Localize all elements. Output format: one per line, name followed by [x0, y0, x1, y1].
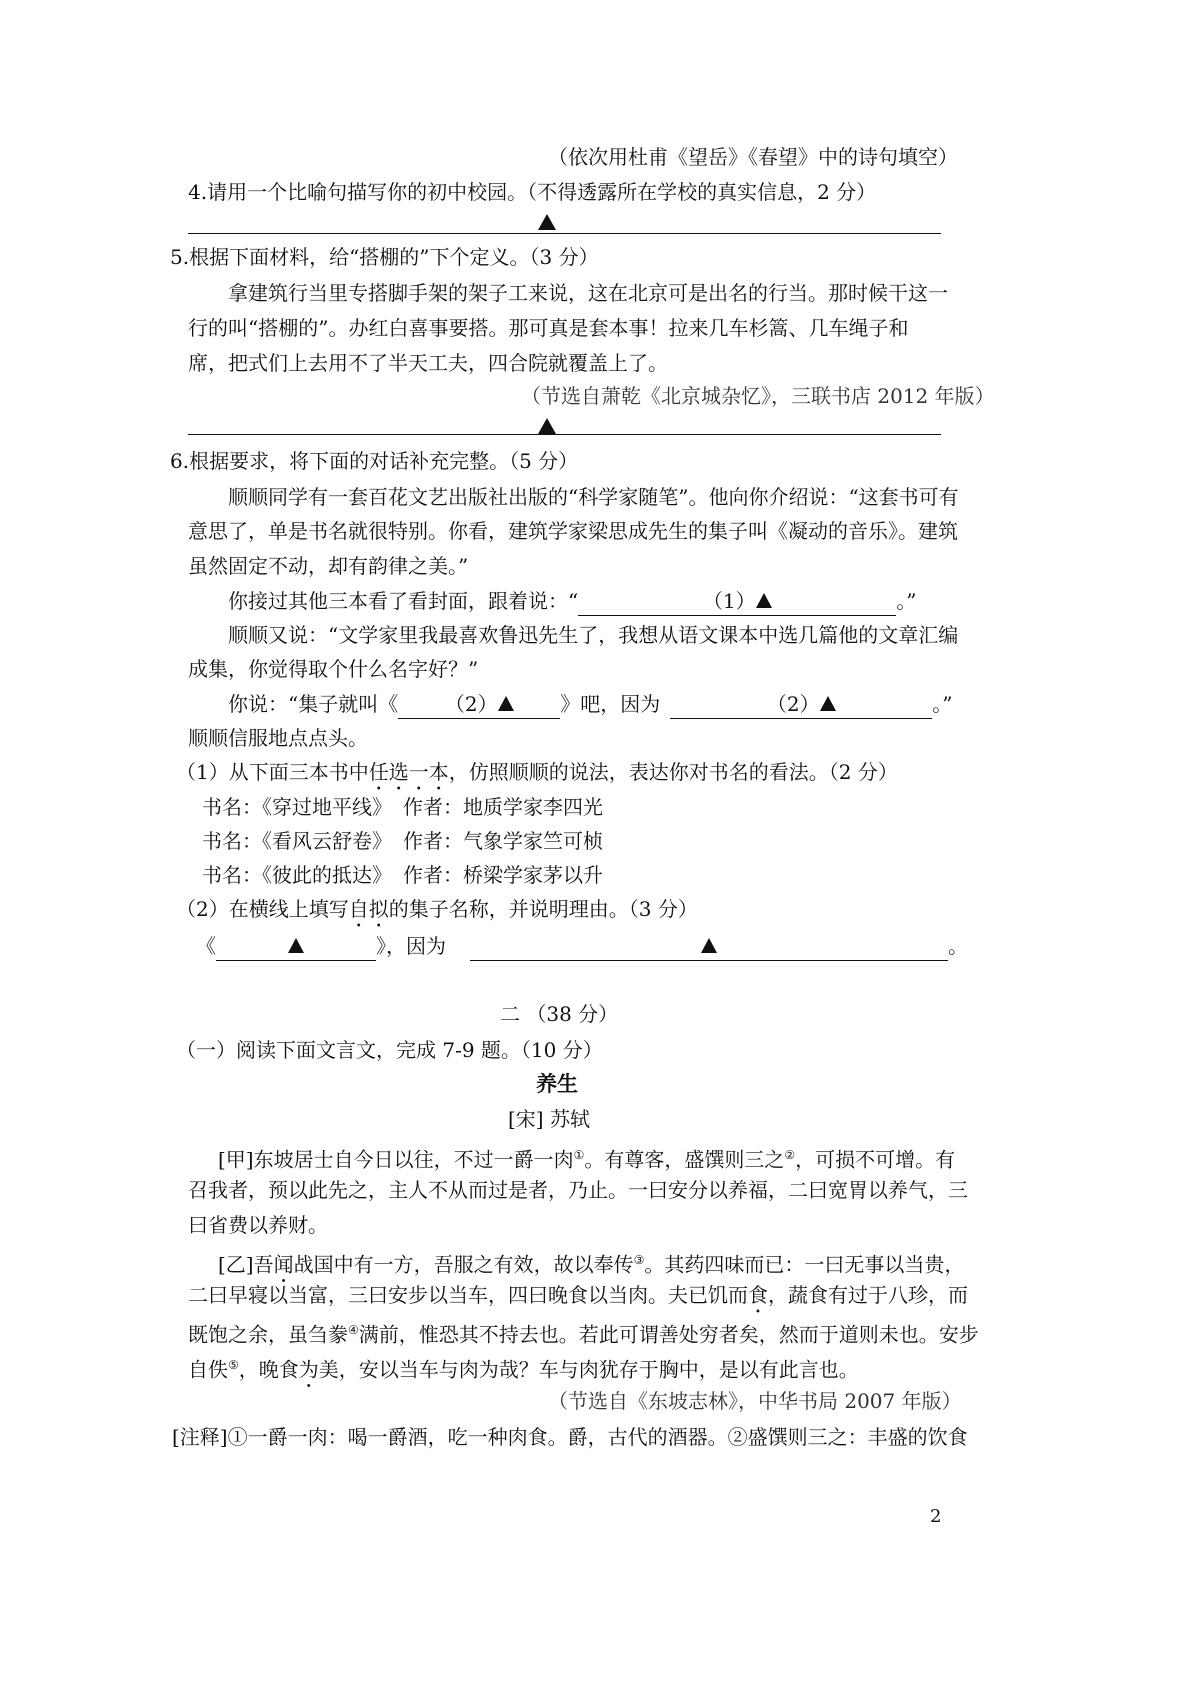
- footnote-mark: ⑤: [228, 1358, 239, 1372]
- dialogue-text: 你说：“集子就叫《: [228, 692, 399, 716]
- q3-source-note: （依次用杜甫《望岳》《春望》中的诗句填空）: [548, 145, 958, 169]
- passage-source: （节选自《东坡志林》，中华书局 2007 年版）: [548, 1389, 962, 1413]
- book-author: 作者：桥梁学家茅以升: [403, 863, 603, 887]
- q6-sub2-answer-line: [196, 932, 968, 961]
- emphasis-char: 为: [298, 1357, 319, 1382]
- passage-text: 美，安以当车与肉为哉？车与肉犹存于胸中，是以有此言也。: [318, 1357, 859, 1382]
- sub1-emphasis: 任选一本: [368, 760, 449, 784]
- answer-triangle-icon: [538, 214, 556, 230]
- page-number: 2: [930, 1506, 942, 1527]
- answer-line[interactable]: [188, 434, 941, 435]
- blank-label: （2）: [766, 692, 820, 716]
- passage-text: 二曰早寝以当富，三曰安步以当车，四曰晚食以当肉。夫已饥而: [188, 1283, 748, 1307]
- sub2-text: 的集子名称，并说明理由。（3 分）: [388, 897, 698, 921]
- q5-paragraph-line: 席，把式们上去用不了半天工夫，四合院就覆盖上了。: [188, 351, 668, 375]
- passage-text: ，可损不可增。有: [795, 1147, 956, 1172]
- emphasis-char: 闻: [273, 1252, 294, 1277]
- section-heading: 二 （38 分）: [500, 1002, 619, 1026]
- q6-sub2-prompt: [176, 895, 698, 932]
- answer-triangle-icon: [498, 696, 514, 711]
- blank-title[interactable]: [216, 932, 376, 961]
- sub1-text: （1）从下面三本书中: [176, 760, 369, 784]
- blank-2a[interactable]: [398, 690, 560, 719]
- q6-dialogue-line-1: [228, 587, 916, 616]
- answer-triangle-icon: [701, 938, 717, 953]
- passage-jia-line-2: 召我者，预以此先之，主人不从而过是者，乃止。一曰安分以养福，二曰宽胃以养气，三: [188, 1178, 968, 1202]
- q6-prompt: 6.根据要求，将下面的对话补充完整。（5 分）: [170, 449, 579, 473]
- passage-jia-line-1: [218, 1141, 955, 1174]
- blank-2b[interactable]: [670, 690, 932, 719]
- answer-triangle-icon: [288, 938, 304, 953]
- q6-paragraph-line: 成集，你觉得取个什么名字好？”: [188, 657, 479, 681]
- answer-triangle-icon: [820, 696, 836, 711]
- book-name: 书名：《看风云舒卷》: [202, 829, 392, 853]
- q4-prompt: 4.请用一个比喻句描写你的初中校园。（不得透露所在学校的真实信息，2 分）: [188, 180, 877, 204]
- passage-text: ，蔬食有过于八珍，而: [768, 1283, 968, 1307]
- footnote-mark: ④: [348, 1323, 359, 1337]
- passage-text: 。其药四味而已：一曰无事以当贵，: [644, 1252, 965, 1277]
- answer-triangle-icon: [538, 418, 556, 434]
- q5-prompt: 5.根据下面材料，给“搭棚的”下个定义。（3 分）: [170, 245, 599, 269]
- footnote-mark: ②: [784, 1148, 796, 1162]
- sub2-text: （2）在横线上填写: [176, 897, 349, 921]
- blank-label: （1）: [702, 589, 756, 613]
- q6-paragraph-line: 顺顺同学有一套百花文艺出版社出版的“科学家随笔”。他向你介绍说：“这套书可有: [228, 485, 959, 509]
- passage-text: 。有尊客，盛馔则三之: [584, 1147, 785, 1172]
- passage-title: 养生: [536, 1072, 578, 1096]
- answer-line[interactable]: [188, 233, 941, 234]
- passage-text: [甲]东坡居士自今日以往，不过一爵一肉: [218, 1147, 574, 1172]
- dialogue-text: 。”: [896, 589, 917, 613]
- passage-text: ，晚食: [238, 1357, 299, 1382]
- q6-paragraph-line: 虽然固定不动，却有韵律之美。”: [188, 554, 469, 578]
- book-name: 书名：《穿过地平线》: [202, 795, 392, 819]
- blank-reason[interactable]: [470, 932, 948, 961]
- book-name: 书名：《彼此的抵达》: [202, 863, 392, 887]
- annotation-line: [注释]①一爵一肉：喝一爵酒，吃一种肉食。爵，古代的酒器。②盛馔则三之：丰盛的饮食: [172, 1425, 968, 1449]
- passage-jia-line-3: 曰省费以养财。: [188, 1213, 328, 1237]
- passage-text: 战国中有一方，吾服之有效，故以奉传: [293, 1252, 634, 1277]
- q6-paragraph-line: 顺顺信服地点点头。: [188, 726, 368, 750]
- q5-paragraph-line: 拿建筑行当里专搭脚手架的架子工来说，这在北京可是出名的行当。那时候干这一: [228, 281, 948, 305]
- book-author: 作者：气象学家竺可桢: [403, 829, 603, 853]
- bracket-text: 《: [196, 934, 216, 958]
- q6-paragraph-line: 顺顺又说：“文学家里我最喜欢鲁迅先生了，我想从语文课本中选几篇他的文章汇编: [228, 623, 959, 647]
- blank-1[interactable]: [578, 587, 896, 616]
- emphasis-char: 食: [748, 1283, 768, 1307]
- because-text: 》，因为: [376, 934, 446, 958]
- book-author: 作者：地质学家李四光: [403, 795, 603, 819]
- passage-author: [宋] 苏轼: [508, 1107, 590, 1131]
- passage-text: [乙]吾: [218, 1252, 274, 1277]
- passage-text: 满前，惟恐其不持去也。若此可谓善处穷者矣，然而于道则未也。安步: [358, 1322, 979, 1347]
- sub2-emphasis: 自拟: [348, 897, 389, 921]
- blank-label: （2）: [444, 692, 498, 716]
- q5-source: （节选自萧乾《北京城杂忆》，三联书店 2012 年版）: [521, 384, 995, 408]
- passage-text: 既饱之余，虽刍豢: [188, 1322, 348, 1347]
- dialogue-text: 你接过其他三本看了看封面，跟着说：“: [228, 589, 579, 613]
- q6-dialogue-line-2: [228, 690, 952, 719]
- footnote-mark: ①: [573, 1148, 585, 1162]
- q6-sub1-prompt: [176, 758, 898, 795]
- dialogue-text: 》吧，因为: [560, 692, 661, 716]
- sub1-text: ，仿照顺顺的说法，表达你对书名的看法。（2 分）: [448, 760, 898, 784]
- passage-yi-line-3: [188, 1316, 979, 1349]
- dialogue-text: 。”: [932, 692, 953, 716]
- footnote-mark: ③: [633, 1253, 645, 1267]
- period-text: 。: [948, 934, 968, 958]
- q6-paragraph-line: 意思了，单是书名就很特别。你看，建筑学家梁思成先生的集子叫《凝动的音乐》。建筑: [188, 519, 958, 543]
- passage-text: 自佚: [188, 1357, 228, 1382]
- answer-triangle-icon: [756, 593, 772, 608]
- section-sub-heading: （一）阅读下面文言文，完成 7-9 题。（10 分）: [176, 1038, 603, 1062]
- q5-paragraph-line: 行的叫“搭棚的”。办红白喜事要搭。那可真是套本事！拉来几车杉篙、几车绳子和: [188, 316, 909, 340]
- passage-yi-line-2: [188, 1281, 968, 1318]
